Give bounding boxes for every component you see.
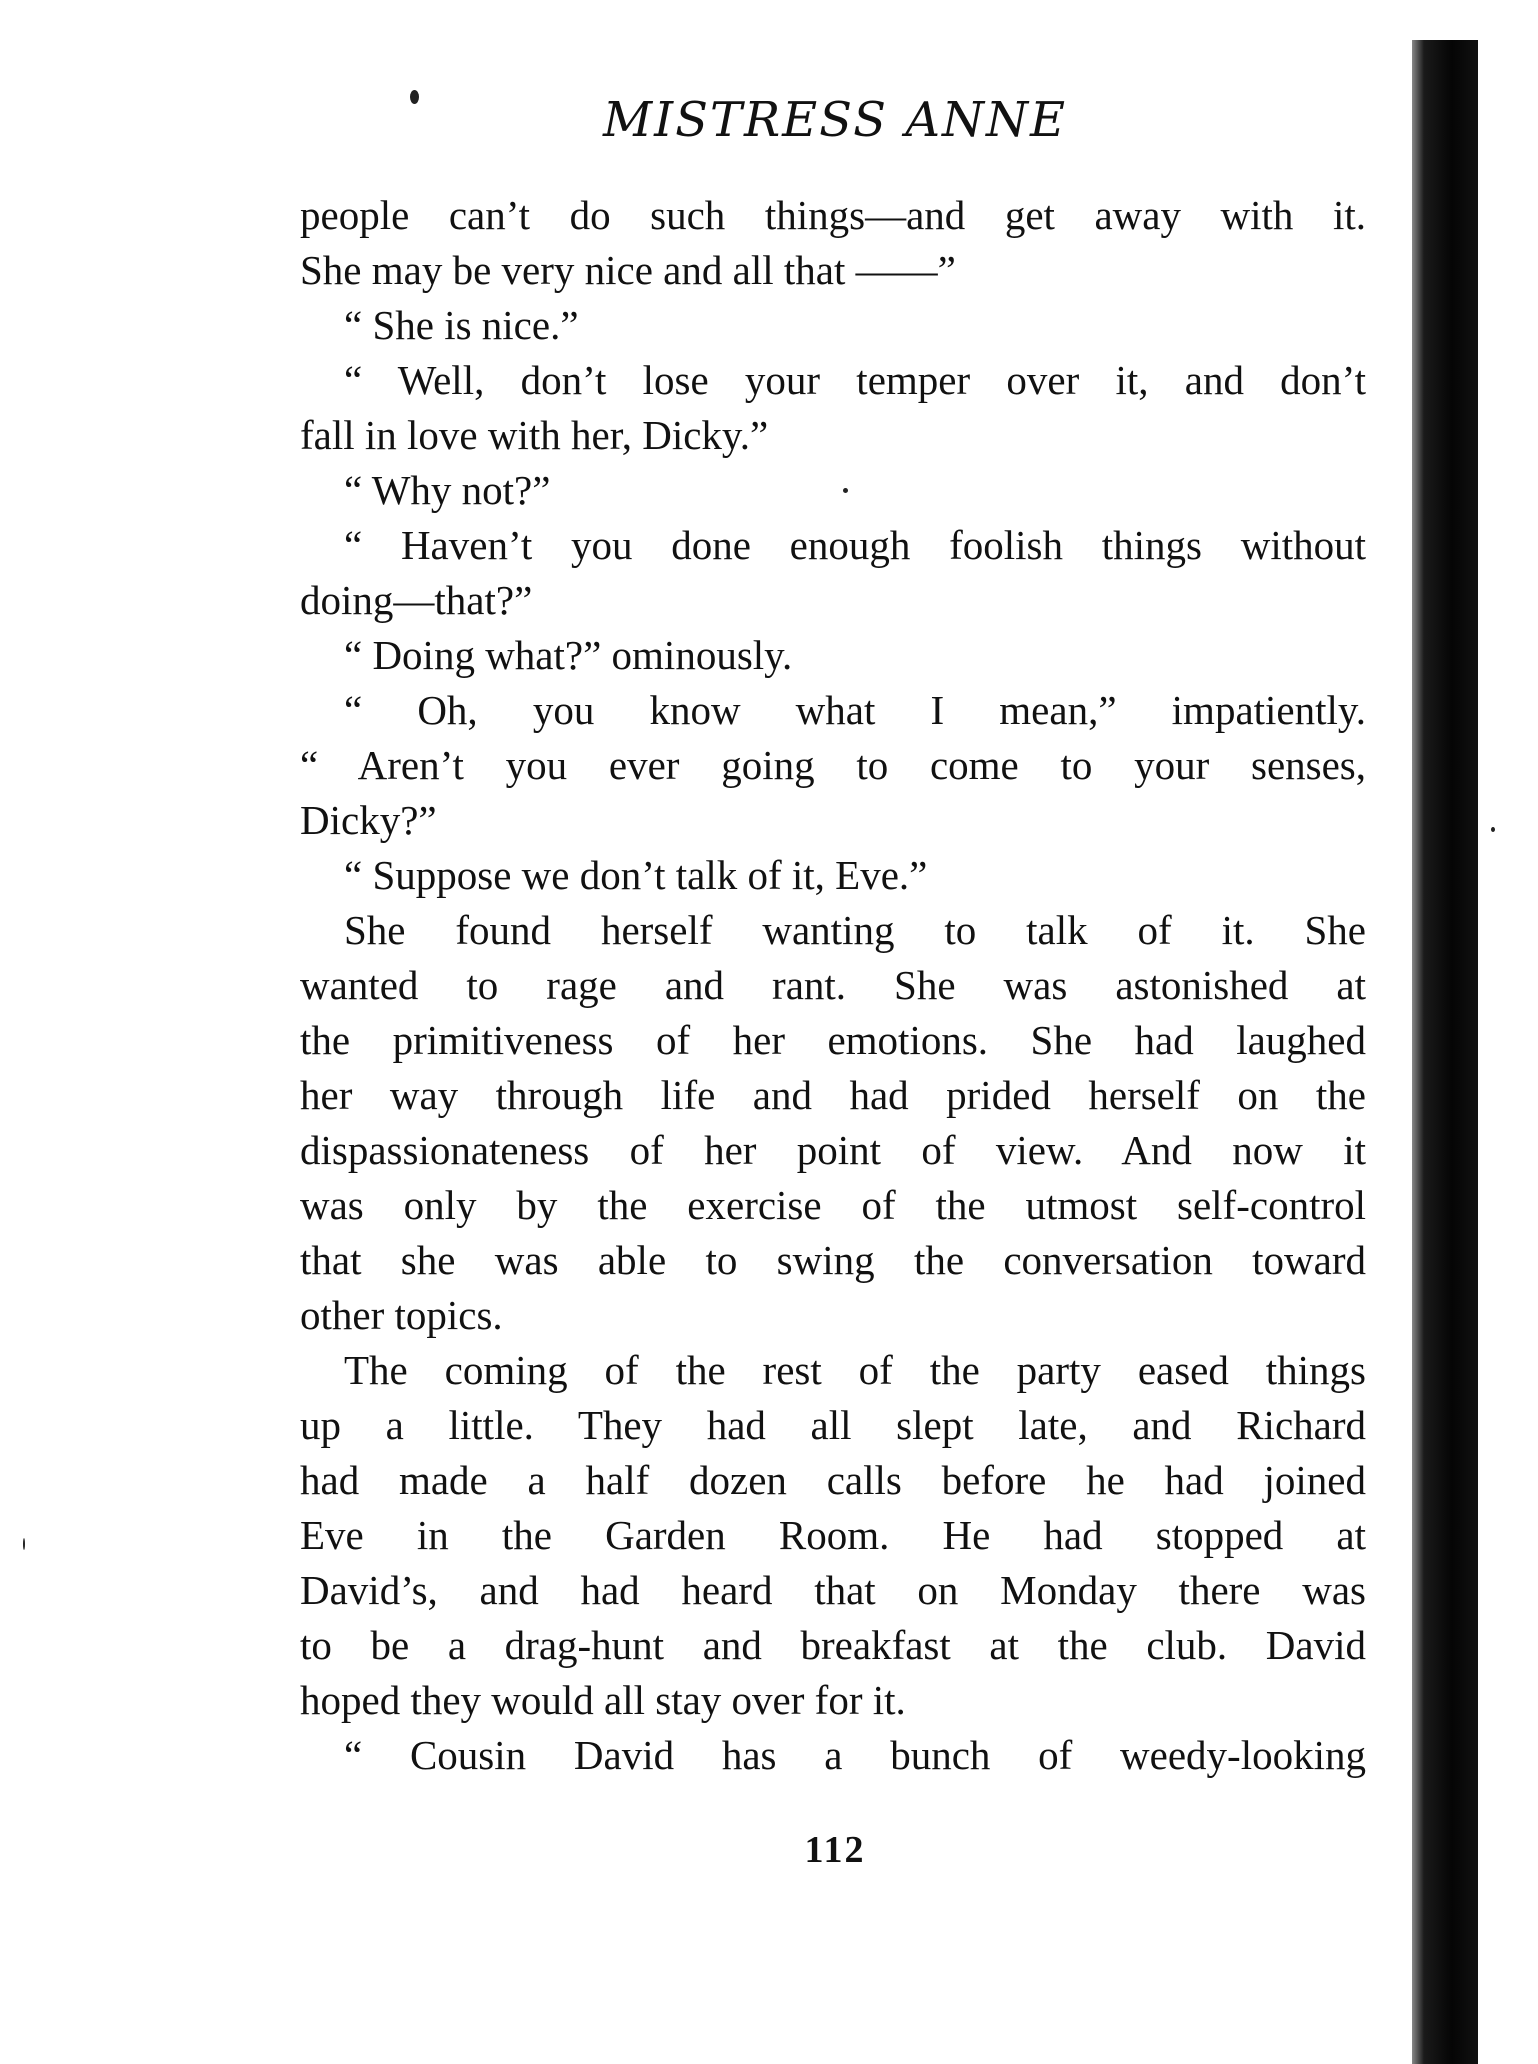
page-edge-shadow [1412,40,1478,2064]
text-line: dispassionateness of her point of view. And now it [300,1127,1366,1173]
text-line: the primitiveness of her emotions. She had laughed [300,1017,1366,1063]
text-line: to be a drag-hunt and breakfast at the club. David [300,1622,1366,1668]
text-line: “ Suppose we don’t talk of it, Eve.” [344,852,928,898]
ink-speck [1491,827,1495,832]
ink-speck [843,488,848,493]
text-line: up a little. They had all slept late, and Richard [300,1402,1366,1448]
text-line: her way through life and had prided herself on the [300,1072,1366,1118]
text-line: “ Doing what?” ominously. [344,632,793,678]
text-line: “ Cousin David has a bunch of weedy-looking [344,1732,1366,1778]
text-line: other topics. [300,1292,503,1338]
text-line: “ Well, don’t lose your temper over it, and don’t [344,357,1366,403]
text-line: She may be very nice and all that ——” [300,247,956,293]
text-line: that she was able to swing the conversation toward [300,1237,1366,1283]
text-line: She found herself wanting to talk of it. She [344,907,1366,953]
running-head: MISTRESS ANNE [602,92,1068,148]
text-line: people can’t do such things—and get away with it. [300,192,1366,238]
text-line: hoped they would all stay over for it. [300,1677,906,1723]
text-line: wanted to rage and rant. She was astonished at [300,962,1366,1008]
text-line: David’s, and had heard that on Monday there was [300,1567,1366,1613]
text-line: “ Why not?” [344,467,551,513]
ink-speck [410,90,419,104]
text-line: was only by the exercise of the utmost self-control [300,1182,1366,1228]
text-line: doing—that?” [300,577,533,623]
page-number: 112 [804,1829,866,1871]
text-line: had made a half dozen calls before he had joined [300,1457,1366,1503]
text-line: “ Haven’t you done enough foolish things without [344,522,1366,568]
text-line: “ She is nice.” [344,302,579,348]
ink-speck [23,1538,25,1550]
text-line: “ Oh, you know what I mean,” impatiently. [344,687,1366,733]
text-line: Dicky?” [300,797,437,843]
body-text [300,188,1366,1783]
text-line: fall in love with her, Dicky.” [300,412,769,458]
text-line: Eve in the Garden Room. He had stopped at [300,1512,1366,1558]
text-line: The coming of the rest of the party eased things [344,1347,1366,1393]
text-line: “ Aren’t you ever going to come to your senses, [300,742,1366,788]
